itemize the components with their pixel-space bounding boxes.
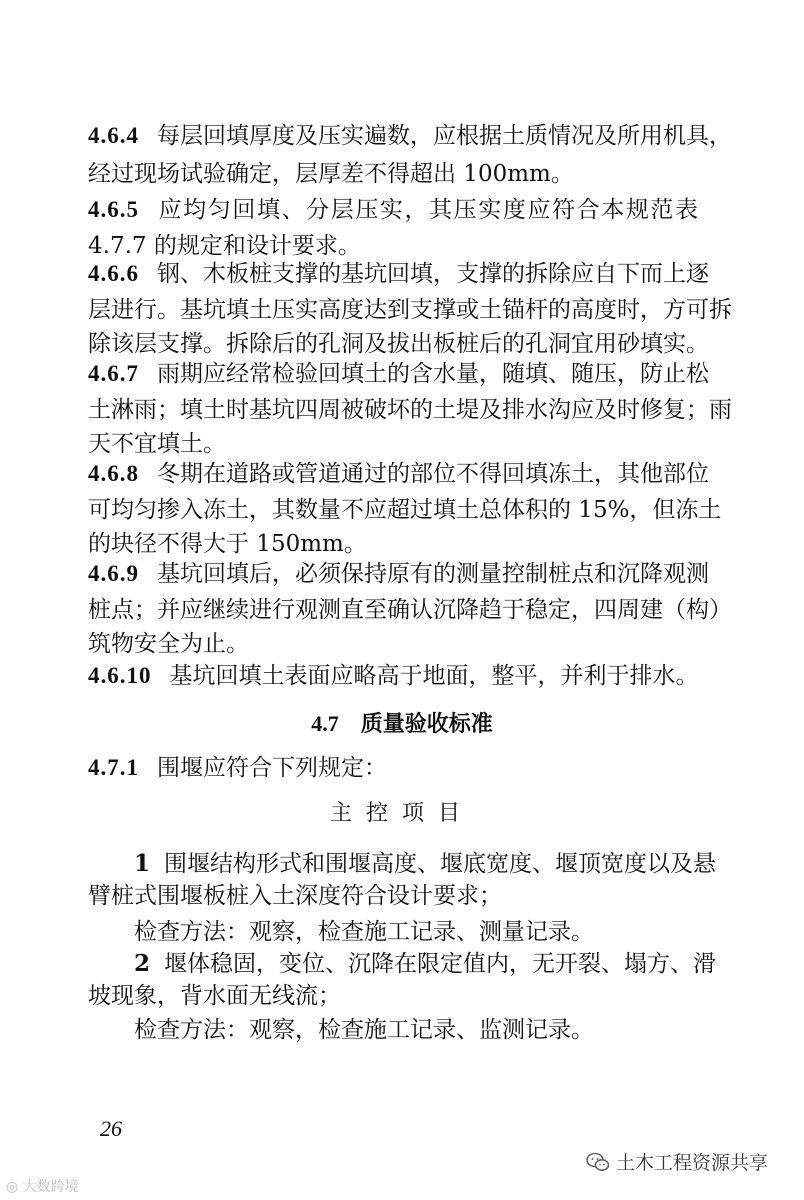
item-line: 2 堰体稳固，变位、沉降在限定值内，无开裂、塌方、滑 <box>134 950 717 977</box>
wechat-icon <box>586 1151 610 1173</box>
clause-line: 经过现场试验确定，层厚差不得超出 100mm。 <box>88 161 574 187</box>
clause-line: 4.6.4 每层回填厚度及压实遍数，应根据土质情况及所用机具， <box>88 123 732 149</box>
check-method: 检查方法：观察，检查施工记录、监测记录。 <box>134 1017 594 1043</box>
clause-line: 可均匀掺入冻土，其数量不应超过填土总体积的 15%，但冻土 <box>88 497 722 523</box>
clause-line: 4.7.7 的规定和设计要求。 <box>88 233 361 259</box>
item-number: 2 <box>134 950 151 977</box>
clause-line: 层进行。基坑填土压实高度达到支撑或土锚杆的高度时，方可拆 <box>88 297 732 323</box>
clause-line: 4.6.8 冬期在道路或管道通过的部位不得回填冻土，其他部位 <box>88 461 709 487</box>
section-title: 4.7 质量验收标准 <box>311 711 493 737</box>
clause-number: 4.6.6 <box>88 261 139 286</box>
clause-number: 4.6.10 <box>88 663 152 688</box>
clause-line: 土淋雨；填土时基坑四周被破坏的土堤及排水沟应及时修复；雨 <box>88 397 732 423</box>
clause-line: 4.6.10 基坑回填土表面应略高于地面，整平，并利于排水。 <box>88 663 699 689</box>
clause-line: 4.6.7 雨期应经常检验回填土的含水量，随填、随压，防止松 <box>88 361 709 387</box>
item-number: 1 <box>134 850 151 877</box>
check-method: 检查方法：观察，检查施工记录、测量记录。 <box>134 919 594 945</box>
clause-line: 的块径不得大于 150mm。 <box>88 531 367 557</box>
watermark-logo-icon: ◎ <box>6 1179 23 1195</box>
item-line: 臂桩式围堰板桩入土深度符合设计要求； <box>88 883 502 909</box>
clause-number: 4.6.4 <box>88 123 139 148</box>
section-number: 4.7 <box>311 711 339 736</box>
clause-number: 4.6.9 <box>88 561 139 586</box>
clause-line: 桩点；并应继续进行观测直至确认沉降趋于稳定，四周建（构） <box>88 597 732 623</box>
subheading: 主控项目 <box>329 801 474 826</box>
clause-line: 4.6.9 基坑回填后，必须保持原有的测量控制桩点和沉降观测 <box>88 561 709 587</box>
clause-number: 4.6.7 <box>88 361 139 386</box>
watermark-left: ◎ 大数跨境 <box>6 1179 79 1195</box>
item-line: 1 围堰结构形式和围堰高度、堰底宽度、堰顶宽度以及悬 <box>134 850 717 877</box>
clause-line: 4.6.5 应均匀回填、分层压实，其压实度应符合本规范表 <box>88 197 698 223</box>
clause-number: 4.6.8 <box>88 461 139 486</box>
clause-number: 4.6.5 <box>88 197 139 222</box>
watermark-right: 土木工程资源共享 <box>586 1148 768 1175</box>
item-line: 坡现象，背水面无线流； <box>88 983 341 1009</box>
clause-number: 4.7.1 <box>88 755 139 780</box>
clause-line: 除该层支撑。拆除后的孔洞及拔出板桩后的孔洞宜用砂填实。 <box>88 331 709 357</box>
clause-line: 筑物安全为止。 <box>88 631 249 657</box>
page-number: 26 <box>100 1116 122 1141</box>
clause-line: 4.6.6 钢、木板桩支撑的基坑回填，支撑的拆除应自下而上逐 <box>88 261 709 287</box>
clause-line: 4.7.1 围堰应符合下列规定： <box>88 755 387 781</box>
clause-line: 天不宜填土。 <box>88 431 226 457</box>
